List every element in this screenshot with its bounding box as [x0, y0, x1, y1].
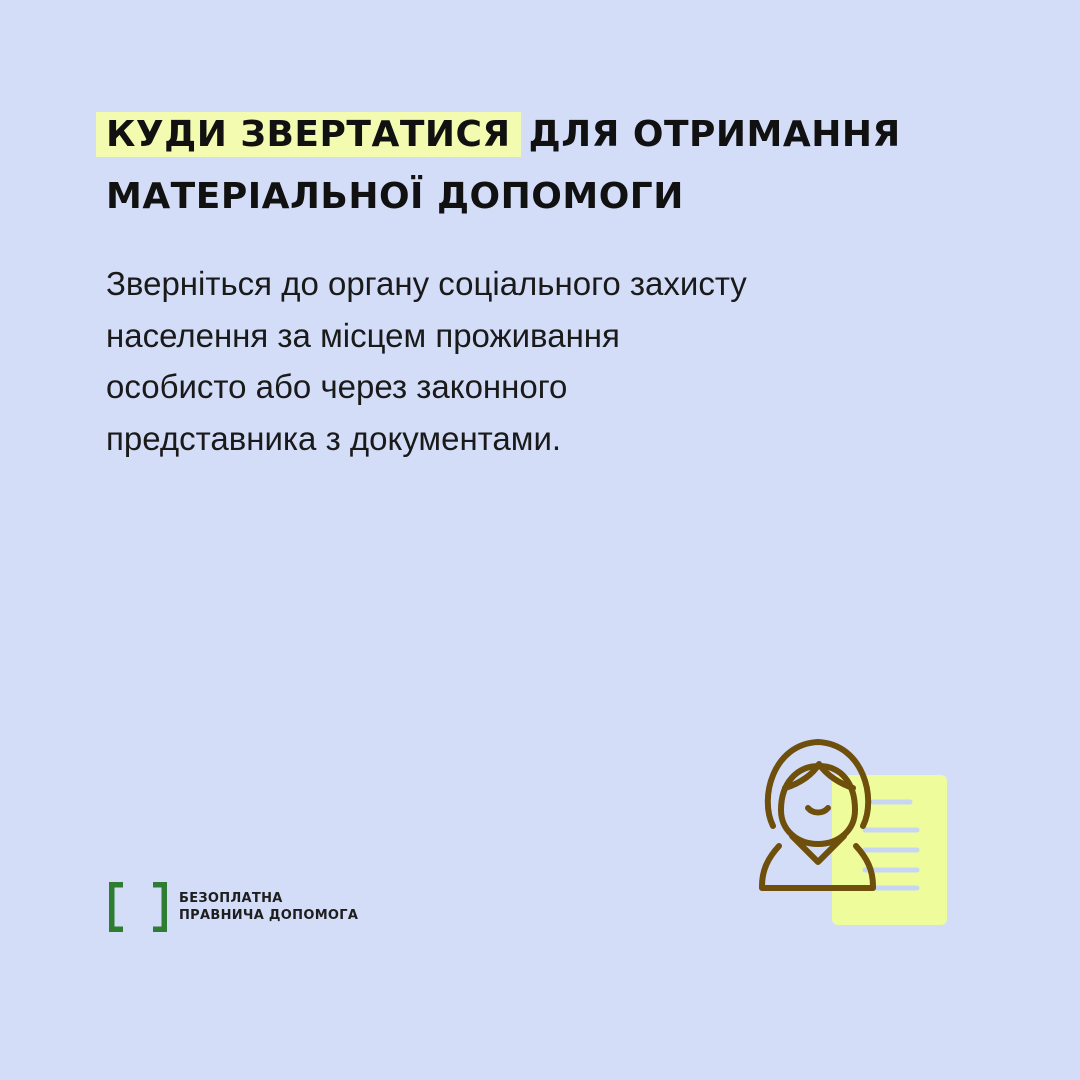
logo-line-2: ПРАВНИЧА ДОПОМОГА	[179, 908, 359, 923]
logo-text	[179, 890, 358, 924]
page-title	[96, 104, 996, 228]
brackets-logo-icon	[109, 882, 167, 932]
title-line-2: МАТЕРІАЛЬНОЇ ДОПОМОГИ	[106, 176, 684, 217]
logo	[109, 882, 358, 932]
logo-line-1: БЕЗОПЛАТНА	[179, 891, 283, 906]
body-paragraph	[106, 258, 926, 464]
body-line: особисто або через законного	[106, 368, 568, 405]
person-with-document-icon	[755, 738, 955, 938]
title-highlight: КУДИ ЗВЕРТАТИСЯ	[96, 112, 521, 157]
body-line: представника з документами.	[106, 419, 562, 457]
body-line: населення за місцем проживання	[106, 316, 620, 354]
title-line-1	[96, 104, 996, 166]
body-line: Зверніться до органу соціального захисту	[106, 265, 747, 302]
title-rest: ДЛЯ ОТРИМАННЯ	[528, 114, 901, 155]
